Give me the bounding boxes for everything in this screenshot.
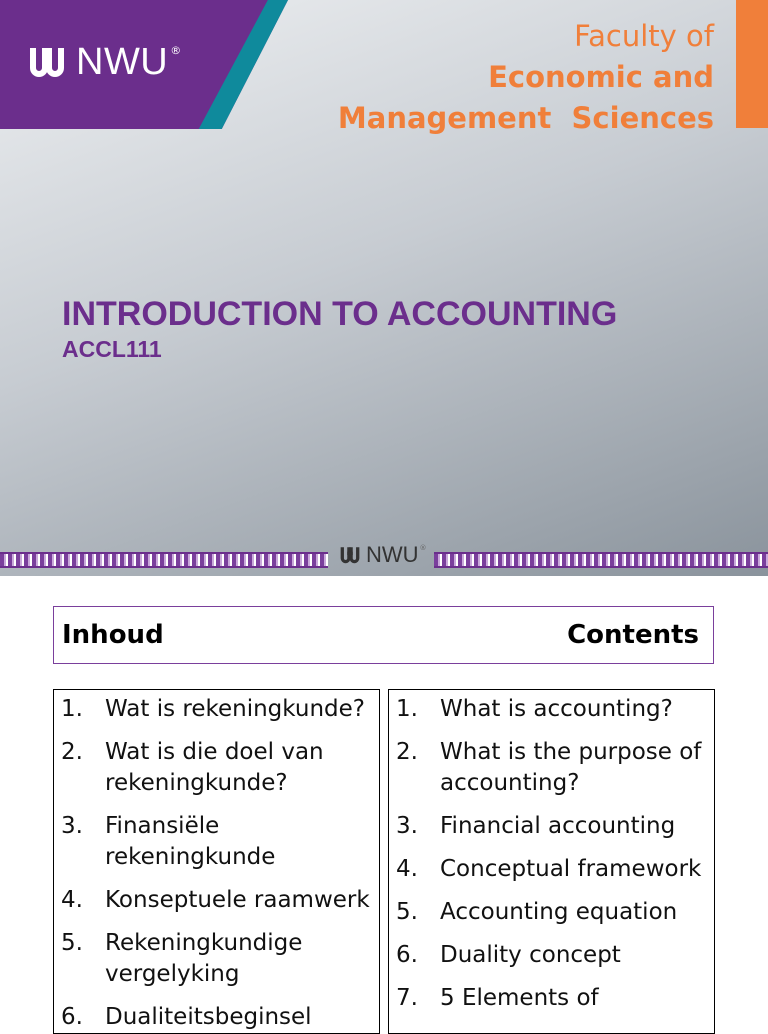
list-item bbox=[389, 854, 714, 885]
list-item bbox=[54, 928, 379, 990]
footer-registered-mark: ® bbox=[419, 544, 427, 552]
item-number: 3. bbox=[396, 813, 418, 839]
item-number: 6. bbox=[396, 942, 418, 968]
decorative-pattern-left bbox=[0, 552, 328, 568]
faculty-line-1: Faculty of bbox=[574, 19, 714, 53]
item-number: 1. bbox=[396, 696, 418, 722]
header-inhoud: Inhoud bbox=[62, 620, 164, 650]
item-number: 3. bbox=[61, 813, 83, 839]
registered-mark: ® bbox=[170, 44, 182, 57]
list-item bbox=[54, 737, 379, 799]
list-item bbox=[389, 694, 714, 725]
list-item bbox=[389, 737, 714, 799]
english-contents-list bbox=[388, 689, 715, 1034]
list-item bbox=[389, 811, 714, 842]
item-number: 2. bbox=[61, 739, 83, 765]
item-text: Conceptual framework bbox=[440, 856, 702, 882]
item-text: Duality concept bbox=[440, 942, 621, 968]
nwu-wordmark: NWU bbox=[76, 41, 169, 83]
list-item bbox=[54, 885, 379, 916]
item-text: Finansiële rekeningkunde bbox=[105, 813, 276, 870]
list-item bbox=[389, 940, 714, 971]
item-number: 7. bbox=[396, 985, 418, 1011]
footer-nwu-logo bbox=[338, 544, 427, 566]
faculty-line-3: Management Sciences bbox=[337, 101, 714, 135]
orange-accent-bar bbox=[736, 0, 768, 128]
item-number: 5. bbox=[61, 930, 83, 956]
faculty-name bbox=[338, 16, 714, 139]
item-text: Financial accounting bbox=[440, 813, 676, 839]
list-item bbox=[54, 694, 379, 725]
item-number: 6. bbox=[61, 1004, 83, 1030]
item-text: Konseptuele raamwerk bbox=[105, 887, 370, 913]
item-text: What is accounting? bbox=[440, 696, 673, 722]
footer-wordmark: NWU bbox=[366, 542, 419, 567]
item-text: Accounting equation bbox=[440, 899, 678, 925]
item-number: 5. bbox=[396, 899, 418, 925]
item-text: Dualiteitsbeginsel bbox=[105, 1004, 312, 1030]
list-item bbox=[54, 811, 379, 873]
nwu-emblem-icon bbox=[26, 42, 68, 82]
item-text: Rekeningkundige vergelyking bbox=[105, 930, 303, 987]
afrikaans-contents-list bbox=[53, 689, 380, 1034]
list-item bbox=[54, 1002, 379, 1033]
decorative-pattern-right bbox=[434, 552, 768, 568]
item-number: 1. bbox=[61, 696, 83, 722]
item-number: 4. bbox=[396, 856, 418, 882]
item-number: 4. bbox=[61, 887, 83, 913]
nwu-emblem-small-icon bbox=[338, 544, 362, 566]
nwu-logo bbox=[26, 42, 181, 82]
item-number: 2. bbox=[396, 739, 418, 765]
course-code: ACCL111 bbox=[62, 336, 162, 362]
item-text: What is the purpose of accounting? bbox=[440, 739, 702, 796]
item-text: Wat is rekeningkunde? bbox=[105, 696, 365, 722]
list-item bbox=[389, 983, 714, 1014]
header-contents: Contents bbox=[567, 620, 699, 650]
list-item bbox=[389, 897, 714, 928]
course-title: INTRODUCTION TO ACCOUNTING bbox=[62, 295, 618, 333]
contents-header bbox=[53, 606, 714, 664]
faculty-line-2: Economic and bbox=[488, 60, 714, 94]
item-text: 5 Elements of bbox=[440, 985, 599, 1011]
item-text: Wat is die doel van rekeningkunde? bbox=[105, 739, 324, 796]
